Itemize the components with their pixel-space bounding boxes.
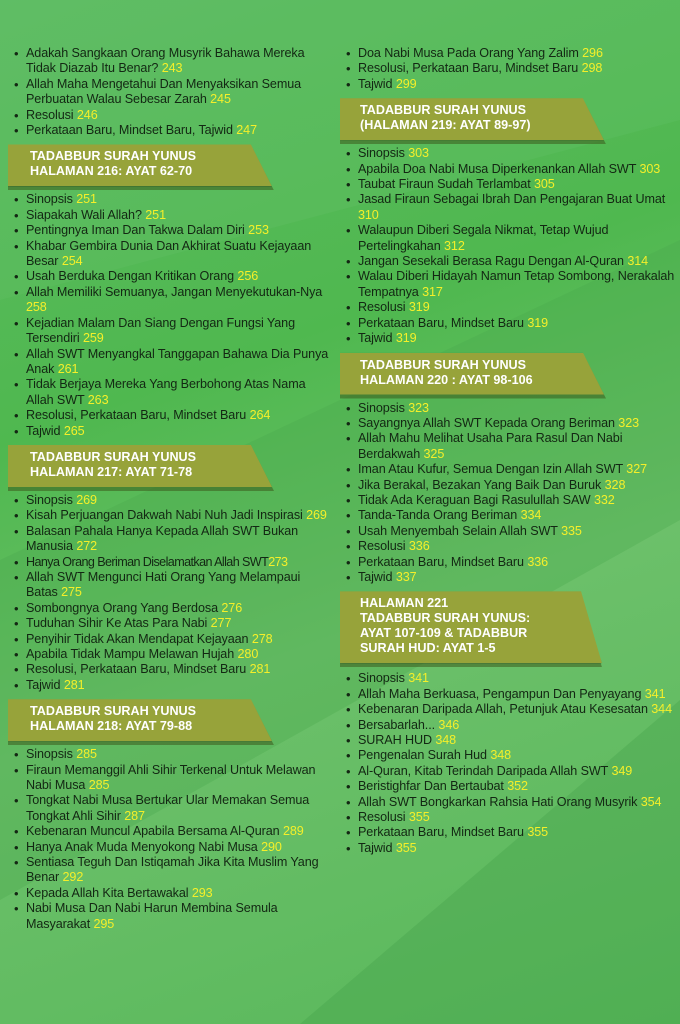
toc-entry: • Siapakah Wali Allah? 251 [8,208,330,223]
right-column [340,46,676,856]
section-list [8,747,330,932]
toc-entry: • Kebenaran Muncul Apabila Bersama Al-Quran 289 [8,824,330,839]
toc-entry: • Kebenaran Daripada Allah, Petunjuk Atau Kesesatan 344 [340,702,676,717]
toc-entry: • Tongkat Nabi Musa Bertukar Ular Memakan Semua Tongkat Ahli Sihir 287 [8,793,330,824]
toc-entry: • Kepada Allah Kita Bertawakal 293 [8,886,330,901]
toc-entry: • Bersabarlah... 346 [340,718,676,733]
toc-entry: • Sinopsis 285 [8,747,330,762]
section-list [340,401,676,586]
toc-entry: • Beristighfar Dan Bertaubat 352 [340,779,676,794]
toc-entry: • Allah SWT Menyangkal Tanggapan Bahawa Dia Punya Anak 261 [8,347,330,378]
section-heading: TADABBUR SURAH YUNUS HALAMAN 217: AYAT 71-78 [8,445,330,487]
toc-entry: • Hanya Anak Muda Menyokong Nabi Musa 290 [8,840,330,855]
toc-entry: • Sinopsis 323 [340,401,676,416]
toc-entry: • Kisah Perjuangan Dakwah Nabi Nuh Jadi Inspirasi 269 [8,508,330,523]
toc-entry: • Nabi Musa Dan Nabi Harun Membina Semula Masyarakat 295 [8,901,330,932]
toc-entry: • Sayangnya Allah SWT Kepada Orang Beriman 323 [340,416,676,431]
toc-entry: • Sinopsis 341 [340,671,676,686]
toc-entry: • Tidak Berjaya Mereka Yang Berbohong Atas Nama Allah SWT 263 [8,377,330,408]
intro-list-left [8,46,330,138]
toc-entry: • Resolusi, Perkataan Baru, Mindset Baru 281 [8,662,330,677]
left-column [8,46,330,932]
toc-entry: • Walau Diberi Hidayah Namun Tetap Sombong, Nerakalah Tempatnya 317 [340,269,676,300]
toc-entry: • Hanya Orang Beriman Diselamatkan Allah SWT273 [8,555,330,570]
section-heading: TADABBUR SURAH YUNUS (HALAMAN 219: AYAT 89-97) [340,98,676,140]
toc-entry: • Pentingnya Iman Dan Takwa Dalam Diri 253 [8,223,330,238]
toc-entry: • Tajwid 319 [340,331,676,346]
toc-entry: • Firaun Memanggil Ahli Sihir Terkenal Untuk Melawan Nabi Musa 285 [8,763,330,794]
toc-entry: • Tanda-Tanda Orang Beriman 334 [340,508,676,523]
toc-entry: • Apabila Doa Nabi Musa Diperkenankan Allah SWT 303 [340,162,676,177]
intro-list-right [340,46,676,92]
toc-entry: • Allah SWT Mengunci Hati Orang Yang Melampaui Batas 275 [8,570,330,601]
toc-entry: • Resolusi, Perkataan Baru, Mindset Baru 298 [340,61,676,76]
section-list [340,146,676,346]
toc-entry: • Allah Memiliki Semuanya, Jangan Menyekutukan-Nya 258 [8,285,330,316]
toc-entry: • Iman Atau Kufur, Semua Dengan Izin Allah SWT 327 [340,462,676,477]
toc-entry: • Tajwid 299 [340,77,676,92]
toc-entry: • Resolusi 355 [340,810,676,825]
toc-entry: • Resolusi, Perkataan Baru, Mindset Baru 264 [8,408,330,423]
toc-entry: • Pengenalan Surah Hud 348 [340,748,676,763]
toc-entry: • Usah Menyembah Selain Allah SWT 335 [340,524,676,539]
section-heading: TADABBUR SURAH YUNUS HALAMAN 220 : AYAT 98-106 [340,353,676,395]
toc-entry: • Perkataan Baru, Mindset Baru, Tajwid 247 [8,123,330,138]
toc-entry: • Jika Berakal, Bezakan Yang Baik Dan Buruk 328 [340,478,676,493]
toc-entry: • Tajwid 281 [8,678,330,693]
toc-entry: • Resolusi 336 [340,539,676,554]
toc-entry: • Penyihir Tidak Akan Mendapat Kejayaan 278 [8,632,330,647]
section-heading: TADABBUR SURAH YUNUS HALAMAN 218: AYAT 79-88 [8,699,330,741]
toc-entry: • Tuduhan Sihir Ke Atas Para Nabi 277 [8,616,330,631]
toc-entry: • Adakah Sangkaan Orang Musyrik Bahawa Mereka Tidak Diazab Itu Benar? 243 [8,46,330,77]
toc-entry: • Tajwid 337 [340,570,676,585]
toc-entry: • Perkataan Baru, Mindset Baru 336 [340,555,676,570]
toc-entry: • Apabila Tidak Mampu Melawan Hujah 280 [8,647,330,662]
toc-entry: • Al-Quran, Kitab Terindah Daripada Allah SWT 349 [340,764,676,779]
section-list [340,671,676,856]
toc-entry: • Perkataan Baru, Mindset Baru 355 [340,825,676,840]
toc-entry: • Sinopsis 269 [8,493,330,508]
toc-entry: • Resolusi 319 [340,300,676,315]
section-heading: TADABBUR SURAH YUNUS HALAMAN 216: AYAT 62-70 [8,144,330,186]
toc-entry: • Balasan Pahala Hanya Kepada Allah SWT Bukan Manusia 272 [8,524,330,555]
toc-entry: • Sinopsis 303 [340,146,676,161]
toc-entry: • Doa Nabi Musa Pada Orang Yang Zalim 296 [340,46,676,61]
toc-entry: • Allah Mahu Melihat Usaha Para Rasul Dan Nabi Berdakwah 325 [340,431,676,462]
toc-entry: • Perkataan Baru, Mindset Baru 319 [340,316,676,331]
toc-entry: • Jasad Firaun Sebagai Ibrah Dan Pengajaran Buat Umat 310 [340,192,676,223]
toc-entry: • Allah SWT Bongkarkan Rahsia Hati Orang Musyrik 354 [340,795,676,810]
toc-entry: • Khabar Gembira Dunia Dan Akhirat Suatu Kejayaan Besar 254 [8,239,330,270]
toc-entry: • Tajwid 265 [8,424,330,439]
toc-entry: • SURAH HUD 348 [340,733,676,748]
toc-entry: • Allah Maha Mengetahui Dan Menyaksikan Semua Perbuatan Walau Sebesar Zarah 245 [8,77,330,108]
toc-entry: • Usah Berduka Dengan Kritikan Orang 256 [8,269,330,284]
section-list [8,493,330,693]
toc-entry: • Walaupun Diberi Segala Nikmat, Tetap Wujud Pertelingkahan 312 [340,223,676,254]
section-heading: HALAMAN 221 TADABBUR SURAH YUNUS: AYAT 107-109 & TADABBUR SURAH HUD: AYAT 1-5 [340,591,676,665]
section-list [8,192,330,439]
toc-entry: • Sinopsis 251 [8,192,330,207]
toc-entry: • Allah Maha Berkuasa, Pengampun Dan Penyayang 341 [340,687,676,702]
toc-entry: • Sombongnya Orang Yang Berdosa 276 [8,601,330,616]
toc-entry: • Tajwid 355 [340,841,676,856]
toc-entry: • Taubat Firaun Sudah Terlambat 305 [340,177,676,192]
toc-entry: • Sentiasa Teguh Dan Istiqamah Jika Kita Muslim Yang Benar 292 [8,855,330,886]
toc-entry: • Resolusi 246 [8,108,330,123]
toc-entry: • Kejadian Malam Dan Siang Dengan Fungsi Yang Tersendiri 259 [8,316,330,347]
toc-entry: • Jangan Sesekali Berasa Ragu Dengan Al-Quran 314 [340,254,676,269]
toc-entry: • Tidak Ada Keraguan Bagi Rasulullah SAW 332 [340,493,676,508]
